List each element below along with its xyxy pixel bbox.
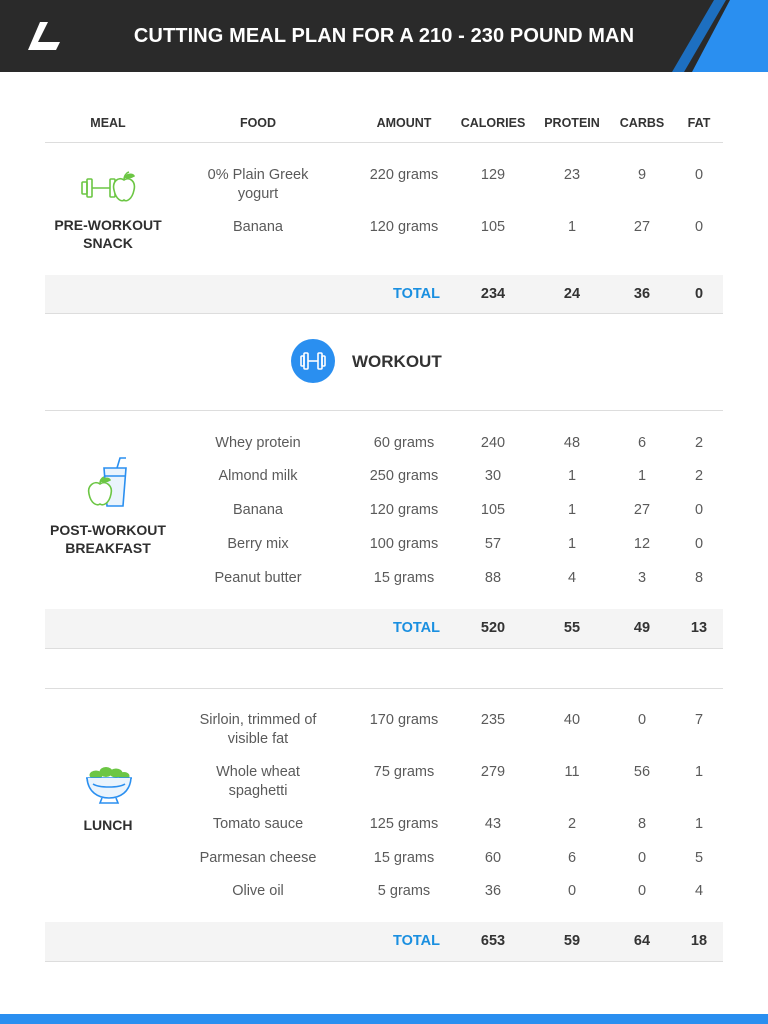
amount-cell: 170 grams [369, 712, 439, 728]
divider [45, 142, 723, 143]
carbs-cell: 27 [633, 219, 651, 235]
protein-cell: 23 [563, 167, 581, 183]
food-cell: Banana [233, 502, 283, 518]
food-cell: Banana [233, 219, 283, 235]
carbs-cell: 1 [637, 468, 647, 484]
protein-cell: 40 [563, 712, 581, 728]
fat-cell: 8 [694, 570, 704, 586]
protein-cell: 0 [567, 883, 577, 899]
carbs-cell: 8 [637, 816, 647, 832]
column-header-protein: PROTEIN [544, 116, 600, 130]
workout-badge [291, 339, 335, 383]
total-label: TOTAL [393, 620, 440, 636]
food-cell: Sirloin, trimmed of visible fat [199, 712, 317, 747]
meal-name-pre-workout: PRE-WORKOUT SNACK [54, 217, 162, 251]
total-carbs: 64 [633, 933, 651, 949]
calories-cell: 88 [484, 570, 502, 586]
amount-cell: 15 grams [373, 850, 435, 866]
fat-cell: 4 [694, 883, 704, 899]
calories-cell: 30 [484, 468, 502, 484]
divider [45, 688, 723, 689]
calories-cell: 105 [480, 219, 506, 235]
total-protein: 24 [563, 286, 581, 302]
carbs-cell: 0 [637, 712, 647, 728]
header-stripe-decoration [668, 0, 768, 72]
calories-cell: 129 [480, 167, 506, 183]
calories-cell: 60 [484, 850, 502, 866]
calories-cell: 240 [480, 435, 506, 451]
column-header-calories: CALORIES [460, 116, 526, 130]
protein-cell: 48 [563, 435, 581, 451]
apple-drink-icon [84, 456, 130, 510]
calories-cell: 57 [484, 536, 502, 552]
amount-cell: 125 grams [369, 816, 439, 832]
fat-cell: 1 [694, 764, 704, 780]
amount-cell: 75 grams [373, 764, 435, 780]
food-cell: Almond milk [218, 468, 298, 484]
protein-cell: 4 [567, 570, 577, 586]
fat-cell: 5 [694, 850, 704, 866]
footer-bar [0, 1014, 768, 1024]
food-cell: Olive oil [232, 883, 284, 899]
protein-cell: 1 [567, 502, 577, 518]
amount-cell: 60 grams [373, 435, 435, 451]
meal-name-post-workout: POST-WORKOUT BREAKFAST [50, 522, 166, 556]
carbs-cell: 9 [637, 167, 647, 183]
fat-cell: 0 [694, 536, 704, 552]
header-bar [0, 0, 768, 72]
column-header-amount: AMOUNT [376, 116, 432, 130]
food-cell: Parmesan cheese [199, 850, 317, 866]
carbs-cell: 12 [633, 536, 651, 552]
dumbbell-icon [291, 339, 335, 383]
total-calories: 520 [480, 620, 506, 636]
carbs-cell: 6 [637, 435, 647, 451]
amount-cell: 5 grams [377, 883, 431, 899]
food-cell: Whey protein [215, 435, 301, 451]
total-protein: 55 [563, 620, 581, 636]
food-cell: Berry mix [227, 536, 289, 552]
total-fat: 13 [690, 620, 708, 636]
amount-cell: 120 grams [369, 502, 439, 518]
carbs-cell: 0 [637, 883, 647, 899]
protein-cell: 11 [564, 764, 580, 780]
food-cell: Tomato sauce [212, 816, 304, 832]
fat-cell: 1 [694, 816, 704, 832]
column-header-carbs: CARBS [619, 116, 665, 130]
total-label: TOTAL [393, 286, 440, 302]
fat-cell: 0 [694, 502, 704, 518]
amount-cell: 250 grams [369, 468, 439, 484]
food-cell: Peanut butter [214, 570, 302, 586]
fat-cell: 2 [694, 435, 704, 451]
amount-cell: 120 grams [369, 219, 439, 235]
total-carbs: 36 [633, 286, 651, 302]
calories-cell: 235 [480, 712, 506, 728]
total-protein: 59 [563, 933, 581, 949]
fat-cell: 7 [694, 712, 704, 728]
workout-label: WORKOUT [352, 352, 442, 371]
fat-cell: 0 [694, 167, 704, 183]
amount-cell: 220 grams [369, 167, 439, 183]
total-fat: 0 [694, 286, 704, 302]
calories-cell: 43 [484, 816, 502, 832]
calories-cell: 105 [480, 502, 506, 518]
total-calories: 653 [480, 933, 506, 949]
total-fat: 18 [690, 933, 708, 949]
fat-cell: 2 [694, 468, 704, 484]
protein-cell: 1 [567, 536, 577, 552]
total-calories: 234 [480, 286, 506, 302]
food-cell: 0% Plain Greek yogurt [207, 167, 309, 202]
food-cell: Whole wheat spaghetti [216, 764, 300, 799]
dumbbell-apple-icon [80, 170, 138, 206]
column-header-food: FOOD [239, 116, 277, 130]
divider [45, 410, 723, 411]
carbs-cell: 56 [633, 764, 651, 780]
protein-cell: 2 [567, 816, 577, 832]
calories-cell: 36 [484, 883, 502, 899]
protein-cell: 1 [567, 219, 577, 235]
page-title: CUTTING MEAL PLAN FOR A 210 - 230 POUND MAN [133, 25, 635, 47]
protein-cell: 6 [567, 850, 577, 866]
amount-cell: 100 grams [369, 536, 439, 552]
amount-cell: 15 grams [373, 570, 435, 586]
total-label: TOTAL [393, 933, 440, 949]
calories-cell: 279 [480, 764, 506, 780]
total-carbs: 49 [633, 620, 651, 636]
column-header-fat: FAT [687, 116, 711, 130]
column-header-meal: MEAL [90, 116, 126, 130]
fat-cell: 0 [694, 219, 704, 235]
carbs-cell: 0 [637, 850, 647, 866]
protein-cell: 1 [567, 468, 577, 484]
carbs-cell: 27 [633, 502, 651, 518]
carbs-cell: 3 [637, 570, 647, 586]
meal-name-lunch: LUNCH [83, 817, 133, 833]
salad-bowl-icon [84, 766, 134, 804]
